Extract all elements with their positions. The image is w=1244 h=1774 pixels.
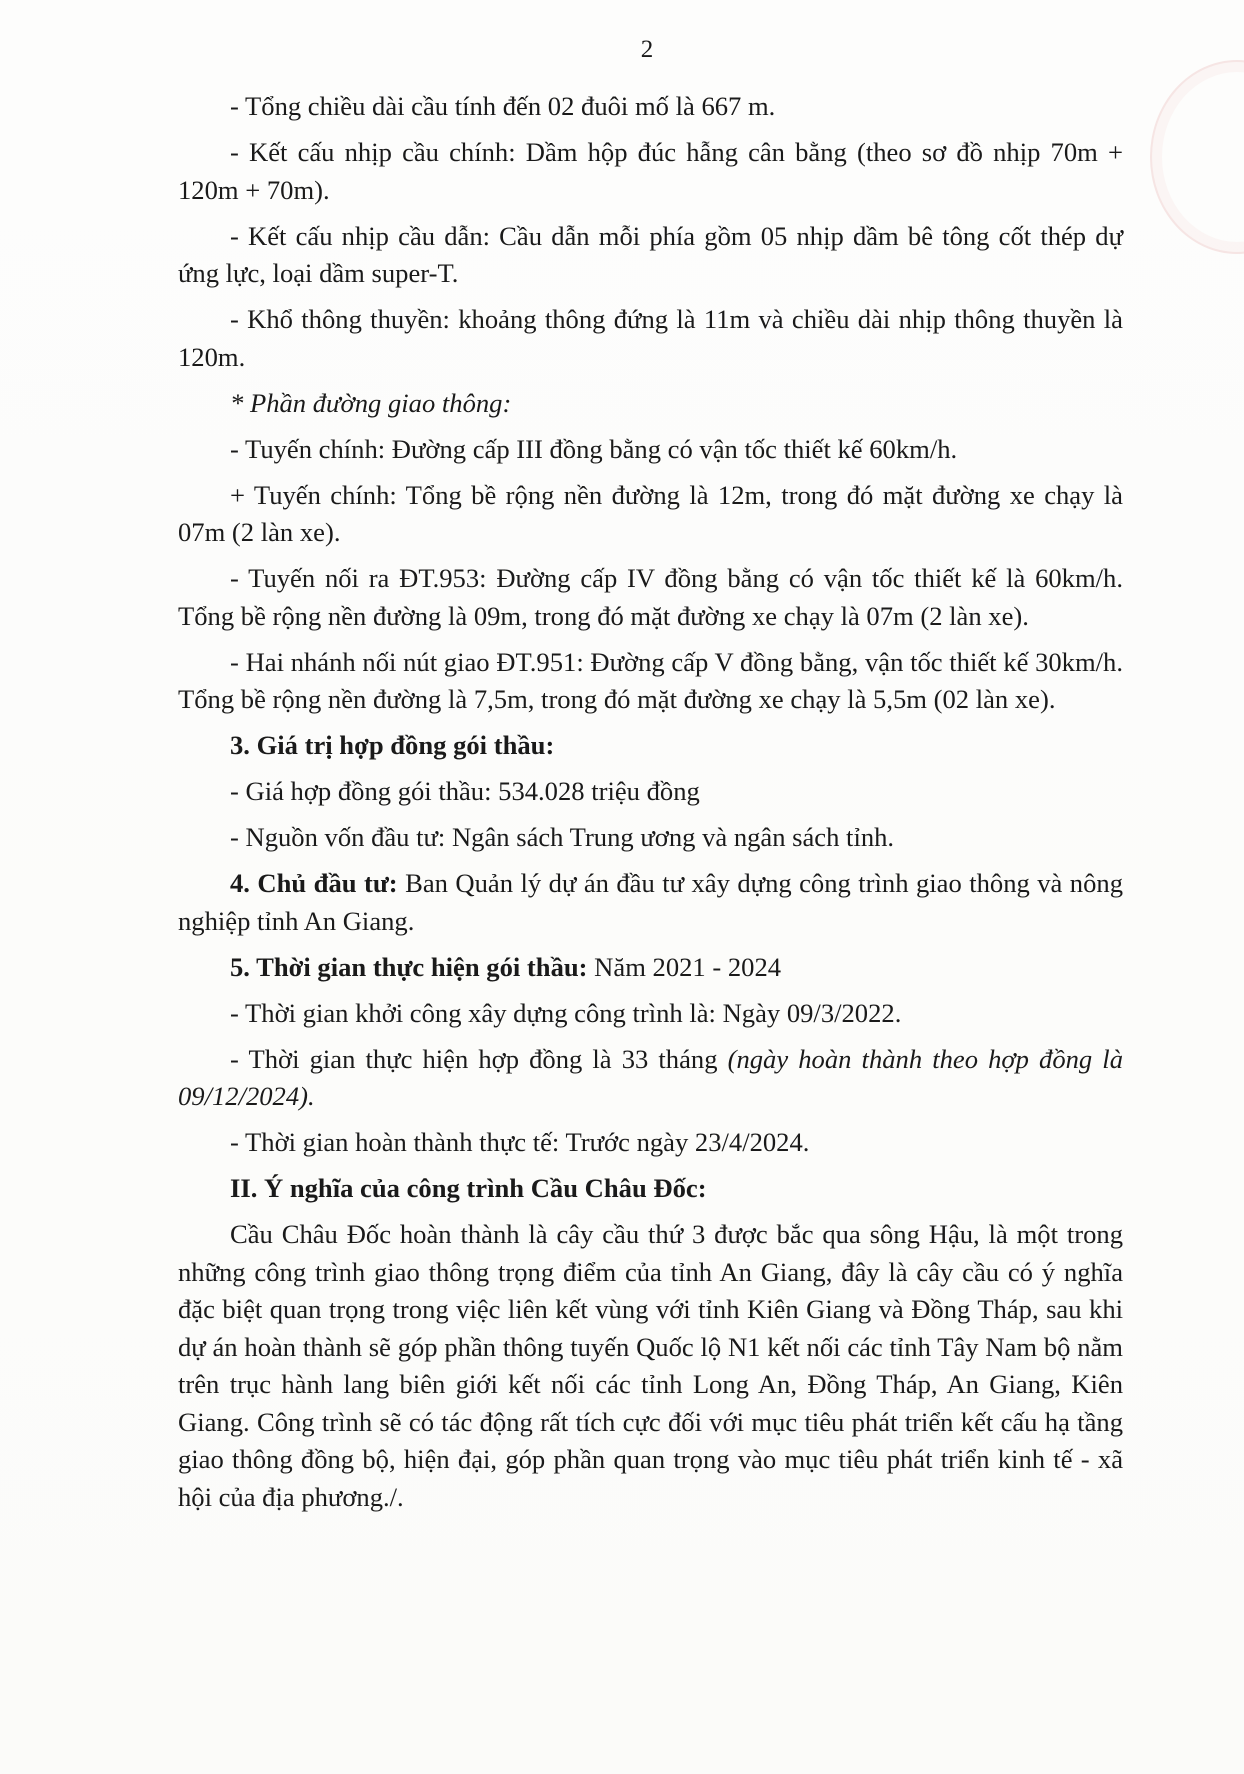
paragraph: Cầu Châu Đốc hoàn thành là cây cầu thứ 3 được bắc qua sông Hậu, là một trong những công trình giao thông trọng điểm của tỉnh An Giang, đây là cây cầu có ý nghĩa đặc biệt quan trọng trong việc liên kết vùng với tỉnh Kiên Giang và Đồng Tháp, sau khi dự án hoàn thành sẽ góp phần thông tuyến Quốc lộ N1 kết nối các tỉnh Tây Nam bộ nằm trên trục hành lang biên giới kết nối các tỉnh Long An, Đồng Tháp, An Giang, Kiên Giang. Công trình sẽ có tác động rất tích cực đối với mục tiêu phát triển kết cấu hạ tầng giao thông đồng bộ, hiện đại, góp phần quan trọng vào mục tiêu phát triển kinh tế - xã hội của địa phương./.: [178, 1219, 1123, 1512]
paragraph: - Kết cấu nhịp cầu dẫn: Cầu dẫn mỗi phía gồm 05 nhịp dầm bê tông cốt thép dự ứng lực, loại dầm super-T.: [178, 220, 1123, 288]
section-4: [178, 865, 1123, 940]
contract-duration-text: - Thời gian thực hiện hợp đồng là 33 tháng: [230, 1043, 728, 1074]
section-5-text: Năm 2021 - 2024: [587, 951, 782, 982]
section-heading-4: 4. Chủ đầu tư:: [230, 868, 398, 898]
paragraph: - Khổ thông thuyền: khoảng thông đứng là 11m và chiều dài nhịp thông thuyền là 120m.: [178, 304, 1123, 372]
paragraph: - Nguồn vốn đầu tư: Ngân sách Trung ương và ngân sách tỉnh.: [230, 822, 895, 852]
section-subheading: * Phần đường giao thông:: [230, 387, 512, 418]
faded-stamp: [1150, 60, 1244, 254]
section-heading-II: II. Ý nghĩa của công trình Cầu Châu Đốc:: [230, 1173, 707, 1203]
paragraph: - Tổng chiều dài cầu tính đến 02 đuôi mố là 667 m.: [230, 91, 776, 121]
paragraph: - Hai nhánh nối nút giao ĐT.951: Đường cấp V đồng bằng, vận tốc thiết kế 30km/h. Tổng bề rộng nền đường là 7,5m, trong đó mặt đường xe chạy là 5,5m (02 làn xe).: [178, 646, 1123, 714]
paragraph: + Tuyến chính: Tổng bề rộng nền đường là 12m, trong đó mặt đường xe chạy là 07m (2 làn xe).: [178, 479, 1123, 547]
section-5: [178, 949, 1123, 987]
page-number: 2: [640, 36, 654, 63]
section-heading-3: 3. Giá trị hợp đồng gói thầu:: [230, 730, 555, 760]
paragraph: - Thời gian hoàn thành thực tế: Trước ngày 23/4/2024.: [230, 1127, 810, 1157]
paragraph: - Kết cấu nhịp cầu chính: Dầm hộp đúc hẫng cân bằng (theo sơ đồ nhịp 70m + 120m + 70m).: [178, 137, 1123, 205]
contract-completion-note: (ngày hoàn thành theo hợp đồng là 09/12/2024).: [178, 1043, 1123, 1111]
paragraph: - Thời gian khởi công xây dựng công trình là: Ngày 09/3/2022.: [230, 997, 902, 1028]
paragraph: - Tuyến chính: Đường cấp III đồng bằng có vận tốc thiết kế 60km/h.: [230, 433, 958, 464]
paragraph: - Tuyến nối ra ĐT.953: Đường cấp IV đồng bằng có vận tốc thiết kế là 60km/h. Tổng bề rộng nền đường là 09m, trong đó mặt đường xe chạy là 07m (2 làn xe).: [178, 563, 1123, 631]
section-4-text: Ban Quản lý dự án đầu tư xây dựng công trình giao thông và nông nghiệp tỉnh An Giang.: [178, 868, 1123, 936]
document-body: [178, 88, 1123, 1525]
paragraph-contract-duration: [178, 1041, 1123, 1116]
paragraph: - Giá hợp đồng gói thầu: 534.028 triệu đồng: [230, 776, 700, 806]
section-heading-5: 5. Thời gian thực hiện gói thầu:: [230, 951, 588, 982]
